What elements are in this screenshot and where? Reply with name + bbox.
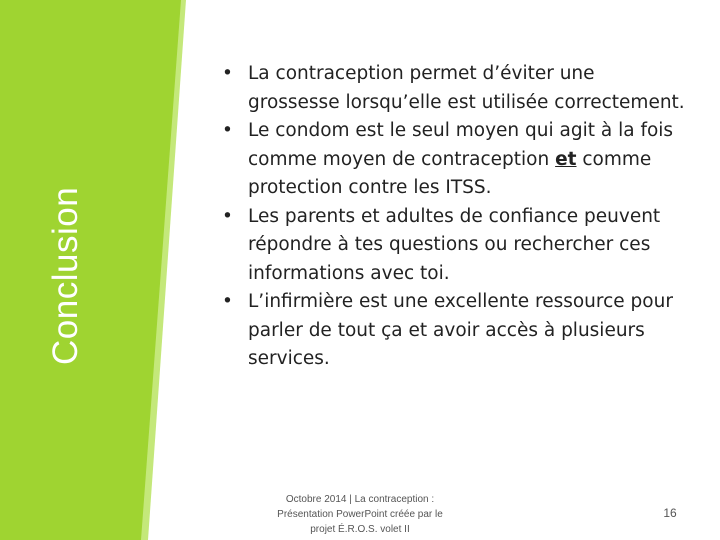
bullet-dot-icon: • — [222, 63, 233, 84]
bullet-text-part: comme protection contre les ITSS. — [248, 148, 652, 198]
bullet-dot-icon: • — [222, 205, 233, 227]
sidebar-fill — [0, 0, 181, 540]
bullet-emphasis: et — [555, 148, 577, 170]
footer-line: Présentation PowerPoint créée par le — [277, 509, 443, 520]
bullet-dot-icon: • — [222, 120, 233, 141]
bullet-text: Les parents et adultes de confiance peuvent répondre à tes questions ou rechercher ces informations avec toi. — [248, 205, 661, 284]
bullet-text — [248, 120, 673, 198]
bullet-text: La contraception permet d’éviter une grossesse lorsqu’elle est utilisée correctement. — [248, 63, 685, 113]
bullet-dot-icon: • — [222, 291, 233, 312]
sidebar-background — [0, 0, 188, 540]
bullet-item — [218, 203, 688, 289]
footer-line: projet É.R.O.S. volet II — [310, 524, 410, 535]
bullet-text-part: Le condom est le seul moyen qui agit à la fois comme moyen de contraception — [248, 120, 674, 170]
bullet-list — [218, 60, 688, 374]
sidebar-band — [0, 0, 188, 540]
bullet-item — [218, 288, 688, 374]
page-number: 16 — [663, 506, 677, 520]
bullet-item — [218, 60, 688, 117]
bullet-item — [218, 117, 688, 203]
sidebar-title: Conclusion — [46, 186, 85, 365]
footer-line: Octobre 2014 | La contraception : — [285, 494, 435, 505]
slide-content — [218, 60, 688, 374]
footer-text — [262, 492, 458, 537]
bullet-text: L’infirmière est une excellente ressource pour parler de tout ça et avoir accès à plusieurs services. — [248, 291, 673, 369]
